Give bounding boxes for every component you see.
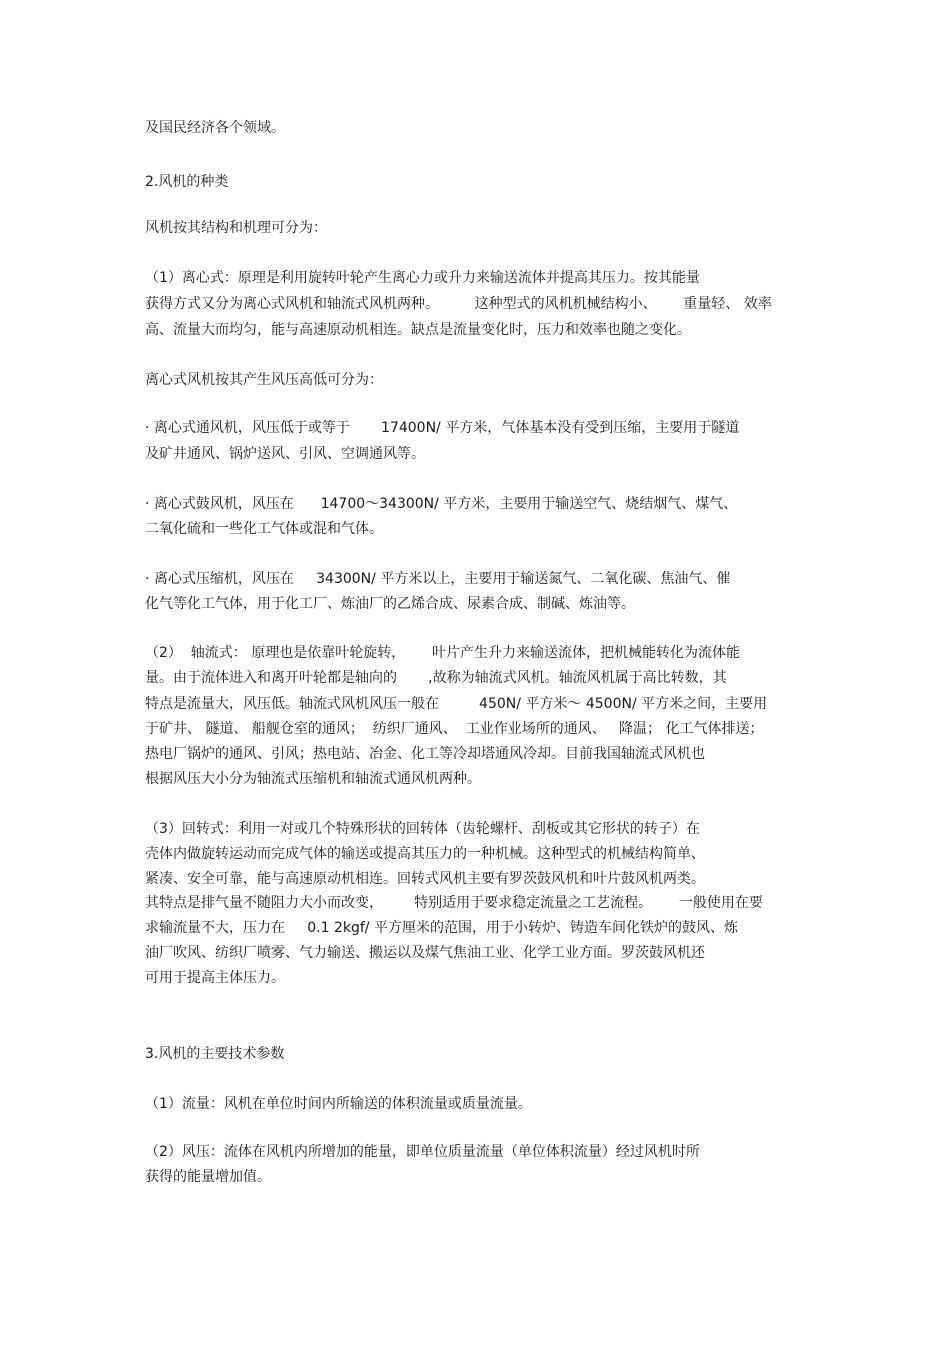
bullet-line: · 离心式通风机，风压低于或等于 17400N/ 平方米，气体基本没有受到压缩，主要用于隧道 (145, 420, 740, 436)
text-line: （3）回转式：利用一对或几个特殊形状的回转体（齿轮螺杆、刮板或其它形状的转子）在 (145, 821, 700, 837)
text-line: （1）离心式：原理是利用旋转叶轮产生离心力或升力来输送流体并提高其压力。按其能量 (145, 270, 700, 286)
text-line: 及矿井通风、锅炉送风、引风、空调通风等。 (145, 446, 425, 462)
text-line: （2）风压：流体在风机内所增加的能量，即单位质量流量（单位体积流量）经过风机时所 (145, 1144, 700, 1160)
text-line: 求输流量不大，压力在 0.1 2kgf/ 平方厘米的范围，用于小转炉、铸造车间化铁炉的鼓风、炼 (145, 920, 738, 936)
bullet-line: · 离心式鼓风机，风压在 14700～34300N/ 平方米，主要用于输送空气、烧结烟气、煤气、 (145, 496, 738, 512)
text-line: 高、流量大而均匀，能与高速原动机相连。缺点是流量变化时，压力和效率也随之变化。 (145, 322, 691, 338)
text-line: 可用于提高主体压力。 (145, 970, 285, 986)
text-line: 壳体内做旋转运动而完成气体的输送或提高其压力的一种机械。这种型式的机械结构简单、 (145, 846, 705, 862)
text-line: （1）流量：风机在单位时间内所输送的体积流量或质量流量。 (145, 1096, 532, 1112)
text-line: 获得方式又分为离心式风机和轴流式风机两种。 这种型式的风机机械结构小、 重量轻、 效率 (145, 296, 772, 312)
text-line: 其特点是排气量不随阻力大小而改变， 特别适用于要求稳定流量之工艺流程。 一般使用在要 (145, 895, 763, 911)
section-heading: 3.风机的主要技术参数 (145, 1046, 285, 1062)
bullet-line: · 离心式压缩机，风压在 34300N/ 平方米以上，主要用于输送氮气、二氧化碳、焦油气、催 (145, 571, 731, 587)
text-line: 二氧化硫和一些化工气体或混和气体。 (145, 521, 383, 537)
text-line: 及国民经济各个领域。 (145, 120, 285, 136)
text-line: 离心式风机按其产生风压高低可分为： (145, 372, 383, 388)
text-line: 化气等化工气体，用于化工厂、炼油厂的乙烯合成、尿素合成、制碱、炼油等。 (145, 596, 635, 612)
text-line: 根据风压大小分为轴流式压缩机和轴流式通风机两种。 (145, 771, 481, 787)
text-line: 热电厂锅炉的通风、引风；热电站、冶金、化工等冷却塔通风冷却。目前我国轴流式风机也 (145, 746, 705, 762)
text-line: 风机按其结构和机理可分为： (145, 220, 327, 236)
text-line: 紧凑、安全可靠，能与高速原动机相连。回转式风机主要有罗茨鼓风机和叶片鼓风机两类。 (145, 871, 705, 887)
text-line: （2） 轴流式： 原理也是依靠叶轮旋转， 叶片产生升力来输送流体，把机械能转化为流体能 (145, 645, 740, 661)
section-heading: 2.风机的种类 (145, 174, 229, 190)
text-line: 量。由于流体进入和离开叶轮都是轴向的 ,故称为轴流式风机。轴流风机属于高比转数，其 (145, 670, 727, 686)
text-line: 获得的能量增加值。 (145, 1169, 271, 1185)
text-line: 特点是流量大，风压低。轴流式风机风压一般在 450N/ 平方米～ 4500N/ 平方米之间，主要用 (145, 696, 768, 712)
text-line: 于矿井、 隧道、 船舰仓室的通风； 纺织厂通风、 工业作业场所的通风、 降温； 化工气体排送； (145, 721, 764, 737)
text-line: 油厂吹风、纺织厂喷雾、气力输送、搬运以及煤气焦油工业、化学工业方面。罗茨鼓风机还 (145, 945, 705, 961)
